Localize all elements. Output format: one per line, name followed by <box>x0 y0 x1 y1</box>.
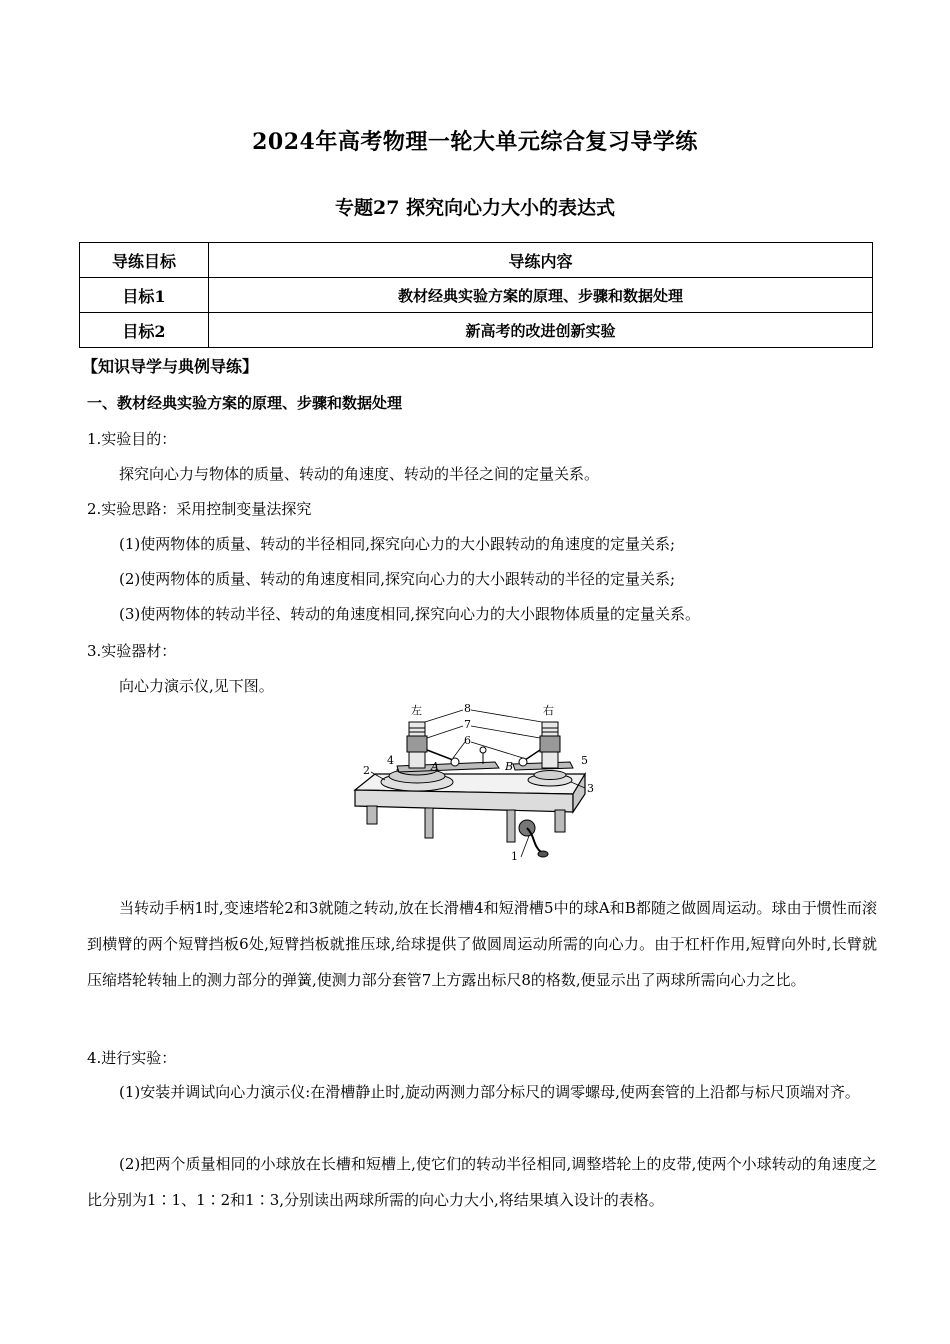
item4-title: 4.进行实验： <box>87 1049 177 1067</box>
table-row <box>80 278 873 313</box>
centripetal-apparatus-figure <box>345 702 605 867</box>
figure-number-6: 6 <box>464 734 471 747</box>
table-header-cell: 导练内容 <box>209 243 873 278</box>
figure-label-right: 右 <box>543 704 554 717</box>
goals-table <box>79 242 873 348</box>
figure-number-2: 2 <box>363 764 370 777</box>
item2-point: (1)使两物体的质量、转动的半径相同,探究向心力的大小跟转动的角速度的定量关系; <box>119 535 676 553</box>
figure-number-1: 1 <box>511 850 518 863</box>
item2-point: (3)使两物体的转动半径、转动的角速度相同,探究向心力的大小跟物体质量的定量关系。 <box>119 605 701 623</box>
figure-number-3: 3 <box>587 782 594 795</box>
table-row <box>80 313 873 348</box>
item2-point: (2)使两物体的质量、转动的角速度相同,探究向心力的大小跟转动的半径的定量关系; <box>119 570 676 588</box>
item1-text: 探究向心力与物体的质量、转动的角速度、转动的半径之间的定量关系。 <box>119 465 600 483</box>
figure-number-4: 4 <box>387 754 394 767</box>
table-cell: 目标1 <box>80 278 209 313</box>
figure-number-8: 8 <box>464 702 471 715</box>
table-cell: 新高考的改进创新实验 <box>209 313 873 348</box>
apparatus-description: 当转动手柄1时,变速塔轮2和3就随之转动,放在长滑槽4和短滑槽5中的球A和B都随之做圆周运动。球由于惯性而滚到横臂的两个短臂挡板6处,短臂挡板就推压球,给球提供了做圆周运动所需的向心力。由于杠杆作用,短臂向外时,长臂就压缩塔轮转轴上的测力部分的弹簧,使测力部分套管7上方露出标尺8的格数,便显示出了两球所需向心力之比。 <box>87 899 877 989</box>
table-header-row <box>80 243 873 278</box>
figure-label-left: 左 <box>411 704 422 717</box>
section-heading: 一、教材经典实验方案的原理、步骤和数据处理 <box>87 394 403 412</box>
figure-ball-b: B <box>505 760 514 773</box>
item3-title: 3.实验器材： <box>87 642 177 660</box>
figure-number-5: 5 <box>581 754 588 767</box>
item2-title: 2.实验思路：采用控制变量法探究 <box>87 500 312 518</box>
figure-ball-a: A <box>431 760 439 773</box>
table-cell: 目标2 <box>80 313 209 348</box>
item4-point: (1)安装并调试向心力演示仪:在滑槽静止时,旋动两测力部分标尺的调零螺母,使两套管的上沿都与标尺顶端对齐。 <box>119 1083 860 1101</box>
document-title: 2024年高考物理一轮大单元综合复习导学练 <box>252 129 698 155</box>
figure-number-7: 7 <box>464 718 471 731</box>
item3-text: 向心力演示仪,见下图。 <box>119 677 274 695</box>
document-subtitle: 专题27 探究向心力大小的表达式 <box>334 197 616 219</box>
item1-title: 1.实验目的： <box>87 430 177 448</box>
item4-point: (2)把两个质量相同的小球放在长槽和短槽上,使它们的转动半径相同,调整塔轮上的皮带,使两个小球转动的角速度之比分别为1∶1、1∶2和1∶3,分别读出两球所需的向心力大小,将结果填入设计的表格。 <box>87 1155 877 1209</box>
table-header-cell: 导练目标 <box>80 243 209 278</box>
section-label: 【知识导学与典例导练】 <box>82 357 259 376</box>
table-cell: 教材经典实验方案的原理、步骤和数据处理 <box>209 278 873 313</box>
